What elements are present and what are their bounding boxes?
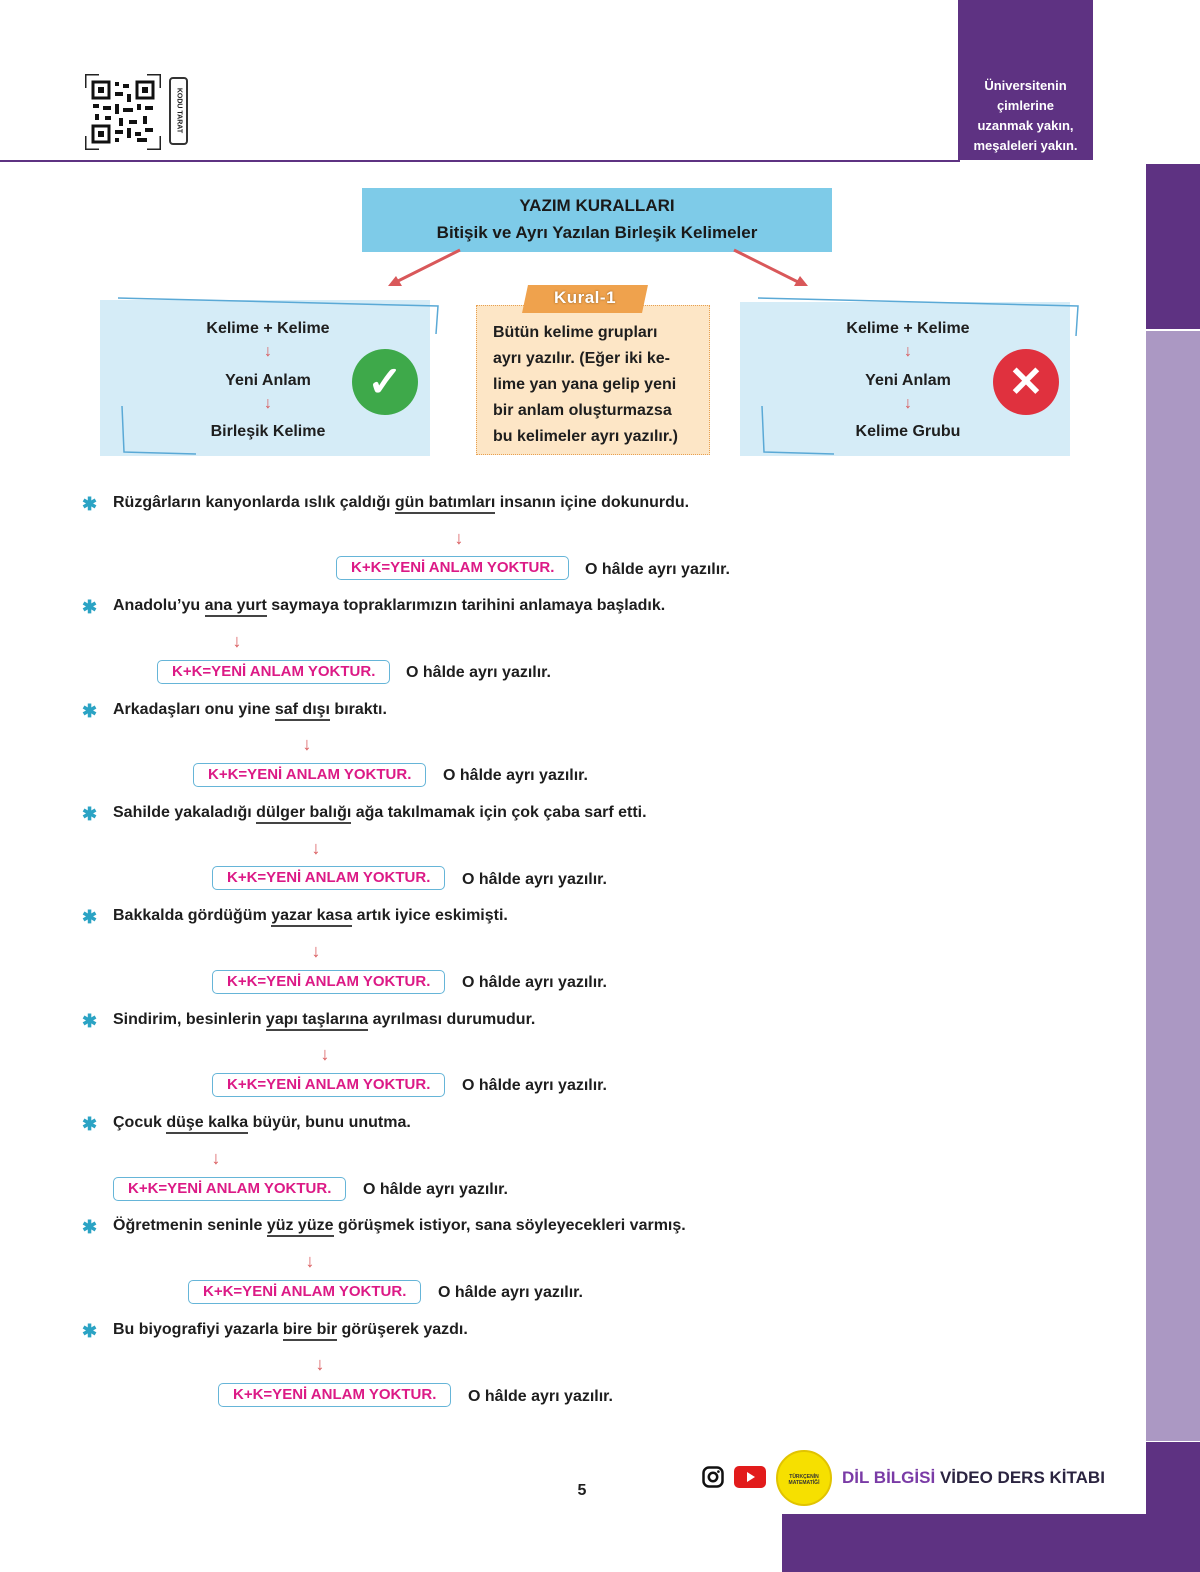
sentence-after: saymaya topraklarımızın tarihini anlamaya başladık.	[266, 597, 666, 614]
underlined-term: düşe kalka	[166, 1114, 248, 1134]
left-card-line2: Yeni Anlam	[225, 372, 311, 389]
right-card-line3: Kelime Grubu	[855, 423, 961, 440]
book-title-part1: DİL BİLGİSİ	[842, 1468, 936, 1487]
down-arrow-icon: ↓	[305, 1251, 315, 1271]
rule-check-box: K+K=YENİ ANLAM YOKTUR.	[218, 1383, 451, 1407]
underlined-term: yazar kasa	[271, 907, 352, 927]
check-icon: ✓	[352, 349, 418, 415]
bullet-icon: ✱	[82, 804, 98, 824]
right-card-line2: Yeni Anlam	[865, 372, 951, 389]
left-card-arrow1: ↓	[264, 343, 272, 360]
side-strip-dark	[1146, 164, 1200, 329]
down-arrow-icon: ↓	[320, 1044, 330, 1064]
example-sentence	[113, 1321, 468, 1339]
down-arrow-icon: ↓	[311, 941, 321, 961]
cross-icon: ✕	[993, 349, 1059, 415]
example-sentence	[113, 701, 387, 719]
sentence-after: görüşerek yazdı.	[337, 1321, 468, 1338]
scan-code-tag	[169, 77, 188, 145]
sentence-after: büyür, bunu unutma.	[248, 1114, 411, 1131]
sentence-before: Bakkalda gördüğüm	[113, 907, 272, 924]
sentence-before: Öğretmenin seninle	[113, 1217, 267, 1234]
example-sentence	[113, 494, 689, 512]
scan-code-label: KODU TARAT	[175, 87, 183, 134]
bullet-icon: ✱	[82, 597, 98, 617]
bullet-icon: ✱	[82, 1321, 98, 1341]
result-text: O hâlde ayrı yazılır.	[462, 974, 607, 991]
underlined-term: bire bir	[283, 1321, 337, 1341]
rule-check-box: K+K=YENİ ANLAM YOKTUR.	[188, 1280, 421, 1304]
sentence-after: insanın içine dokunurdu.	[495, 494, 690, 511]
example-sentence	[113, 1011, 535, 1029]
sentence-before: Rüzgârların kanyonlarda ıslık çaldığı	[113, 494, 395, 511]
right-card-arrow2: ↓	[904, 395, 912, 412]
result-text: O hâlde ayrı yazılır.	[462, 871, 607, 888]
youtube-icon[interactable]	[734, 1466, 766, 1488]
result-text: O hâlde ayrı yazılır.	[462, 1077, 607, 1094]
underlined-term: yapı taşlarına	[266, 1011, 368, 1031]
rule-check-box: K+K=YENİ ANLAM YOKTUR.	[157, 660, 390, 684]
down-arrow-icon: ↓	[311, 838, 321, 858]
right-card-arrow1: ↓	[904, 343, 912, 360]
instagram-icon[interactable]	[702, 1466, 724, 1488]
book-title-part2: VİDEO DERS KİTABI	[939, 1468, 1105, 1487]
left-card-line3: Birleşik Kelime	[210, 423, 326, 440]
footer-bar	[782, 1514, 1200, 1572]
underlined-term: yüz yüze	[267, 1217, 334, 1237]
result-text: O hâlde ayrı yazılır.	[438, 1284, 583, 1301]
result-text: O hâlde ayrı yazılır.	[443, 767, 588, 784]
result-text: O hâlde ayrı yazılır.	[585, 561, 730, 578]
sentence-after: görüşmek istiyor, sana söyleyecekleri varmış.	[333, 1217, 686, 1234]
rule-check-box: K+K=YENİ ANLAM YOKTUR.	[193, 763, 426, 787]
example-sentence	[113, 597, 665, 615]
left-card-arrow2: ↓	[264, 395, 272, 412]
arrow-to-left-card	[380, 246, 470, 292]
header-rule	[0, 160, 960, 162]
sentence-before: Çocuk	[113, 1114, 167, 1131]
example-sentence	[113, 1114, 411, 1132]
sentence-after: ağa takılmamak için çok çaba sarf etti.	[351, 804, 647, 821]
result-text: O hâlde ayrı yazılır.	[363, 1181, 508, 1198]
arrow-to-right-card	[728, 246, 818, 292]
brand-logo-text: TÜRKÇENİN MATEMATİĞİ	[788, 1474, 820, 1486]
underlined-term: gün batımları	[395, 494, 495, 514]
bullet-icon: ✱	[82, 907, 98, 927]
sentence-before: Arkadaşları onu yine	[113, 701, 275, 718]
down-arrow-icon: ↓	[315, 1354, 325, 1374]
rule-check-box: K+K=YENİ ANLAM YOKTUR.	[336, 556, 569, 580]
qr-code-icon	[85, 74, 161, 150]
side-strip-light	[1146, 331, 1200, 1441]
underlined-term: ana yurt	[205, 597, 267, 617]
sentence-before: Sindirim, besinlerin	[113, 1011, 266, 1028]
result-text: O hâlde ayrı yazılır.	[406, 664, 551, 681]
bullet-icon: ✱	[82, 701, 98, 721]
example-sentence	[113, 907, 508, 925]
sentence-after: bıraktı.	[329, 701, 387, 718]
sentence-after: artık iyice eskimişti.	[352, 907, 508, 924]
down-arrow-icon: ↓	[232, 631, 242, 651]
rule-check-box: K+K=YENİ ANLAM YOKTUR.	[212, 866, 445, 890]
example-sentence	[113, 804, 647, 822]
rule-check-box: K+K=YENİ ANLAM YOKTUR.	[212, 970, 445, 994]
book-title	[842, 1468, 1105, 1488]
bullet-icon: ✱	[82, 1217, 98, 1237]
example-sentence	[113, 1217, 686, 1235]
result-text: O hâlde ayrı yazılır.	[468, 1388, 613, 1405]
youtube-play-glyph	[734, 1466, 766, 1488]
sentence-after: ayrılması durumudur.	[368, 1011, 536, 1028]
motto-text: Üniversitenin çimlerine uzanmak yakın, meşaleleri yakın.	[973, 78, 1078, 153]
down-arrow-icon: ↓	[454, 528, 464, 548]
banner-subtitle: Bitişik ve Ayrı Yazılan Birleşik Kelimeler	[436, 223, 758, 242]
left-card-line1: Kelime + Kelime	[206, 320, 330, 337]
sentence-before: Bu biyografiyi yazarla	[113, 1321, 283, 1338]
rule-check-box: K+K=YENİ ANLAM YOKTUR.	[212, 1073, 445, 1097]
bullet-icon: ✱	[82, 1011, 98, 1031]
sentence-before: Anadolu’yu	[113, 597, 205, 614]
rule-text: Bütün kelime grupları ayrı yazılır. (Eğer iki ke- lime yan yana gelip yeni bir anlam oluşturmazsa bu kelimeler ayrı yazılır.)	[493, 324, 678, 445]
bullet-icon: ✱	[82, 494, 98, 514]
banner-title: YAZIM KURALLARI	[519, 196, 675, 215]
instagram-glyph	[702, 1466, 724, 1488]
qr-code[interactable]	[85, 74, 161, 150]
right-card-line1: Kelime + Kelime	[846, 320, 970, 337]
underlined-term: saf dışı	[275, 701, 330, 721]
underlined-term: dülger balığı	[256, 804, 351, 824]
bullet-icon: ✱	[82, 1114, 98, 1134]
down-arrow-icon: ↓	[302, 734, 312, 754]
rule-label: Kural-1	[553, 288, 617, 307]
rule-check-box: K+K=YENİ ANLAM YOKTUR.	[113, 1177, 346, 1201]
down-arrow-icon: ↓	[211, 1148, 221, 1168]
page-number: 5	[577, 1482, 587, 1499]
sentence-before: Sahilde yakaladığı	[113, 804, 257, 821]
